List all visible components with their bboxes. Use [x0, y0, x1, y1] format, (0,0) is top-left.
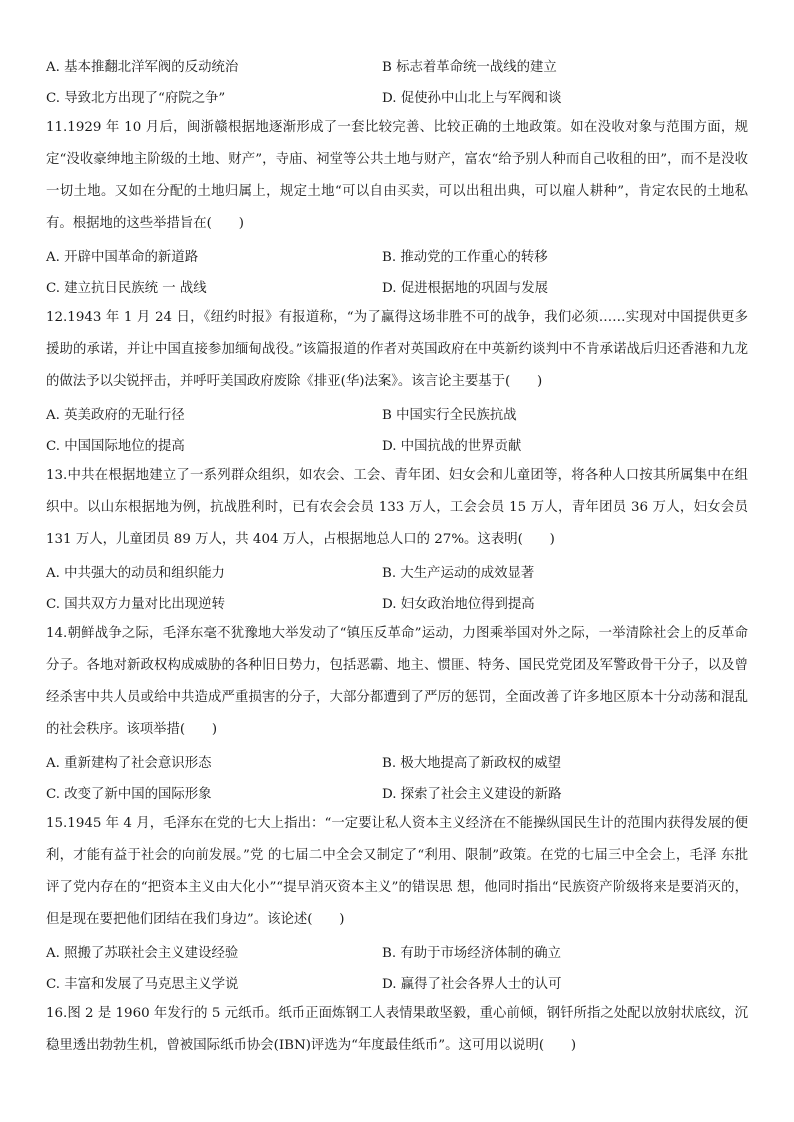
- option-c: C. 导致北方出现了“府院之争”: [46, 91, 226, 106]
- option-row: [46, 429, 748, 460]
- option-b: B. 极大地提高了新政权的威望: [382, 756, 562, 771]
- question-stem: 15.1945 年 4 月，毛泽东在党的七大上指出：“一定要让私人资本主义经济在不能操纵国民生计的范围内获得发展的便利，才能有益于社会的向前发展。”党 的七届二中全会又制定了“利用、限制”政策。在党的七届三中全会上，毛泽 东批评了党内存在的“把资本主义由大化小”“提早消灭资本主义”的错误思 想，他同时指出“民族资产阶级将来是要消灭的，但是现在要把他们团结在我们身边”。该论述( ): [46, 816, 748, 927]
- option-d: D. 探索了社会主义建设的新路: [382, 787, 562, 802]
- option-a: A. 中共强大的动员和组织能力: [46, 566, 225, 581]
- question-stem: 13.中共在根据地建立了一系列群众组织，如农会、工会、青年团、妇女会和儿童团等，将各种人口按其所属集中在组织中。以山东根据地为例，抗战胜利时，已有农会会员 133 万人，工会会员 15 万人，青年团员 36 万人，妇女会员 131 万人，儿童团员 89 万人，共 404 万人，占根据地总人口的 27%。这表明( ): [46, 468, 748, 547]
- option-d: D. 妇女政治地位得到提高: [382, 597, 535, 612]
- option-row: [46, 240, 748, 271]
- question-13: [46, 460, 748, 618]
- option-row: [46, 967, 748, 998]
- question-12: [46, 302, 748, 460]
- option-a: A. 重新建构了社会意识形态: [46, 756, 212, 771]
- option-c: C. 改变了新中国的国际形象: [46, 787, 212, 802]
- question-11: [46, 112, 748, 302]
- question-15: [46, 808, 748, 998]
- option-row: [46, 936, 748, 967]
- option-row: [46, 556, 748, 587]
- option-c: C. 中国国际地位的提高: [46, 439, 185, 454]
- option-d: D. 赢得了社会各界人士的认可: [382, 977, 562, 992]
- option-d: D. 促进根据地的巩固与发展: [382, 281, 549, 296]
- option-a: A. 英美政府的无耻行径: [46, 408, 185, 423]
- option-row: [46, 398, 748, 429]
- option-b: B 标志着革命统一战线的建立: [382, 60, 557, 75]
- question-14: [46, 618, 748, 808]
- option-row: [46, 271, 748, 302]
- option-a: A. 照搬了苏联社会主义建设经验: [46, 946, 239, 961]
- option-row: [46, 50, 748, 81]
- option-d: D. 中国抗战的世界贡献: [382, 439, 522, 454]
- option-b: B. 大生产运动的成效显著: [382, 566, 535, 581]
- option-row: [46, 81, 748, 112]
- option-row: [46, 777, 748, 808]
- option-c: C. 丰富和发展了马克思主义学说: [46, 977, 239, 992]
- option-row: [46, 587, 748, 618]
- option-a: A. 基本推翻北洋军阀的反动统治: [46, 60, 239, 75]
- option-a: A. 开辟中国革命的新道路: [46, 250, 199, 265]
- question-16: [46, 998, 748, 1062]
- exam-page: [46, 50, 748, 1062]
- option-b: B 中国实行全民族抗战: [382, 408, 517, 423]
- question-stem: 12.1943 年 1 月 24 日，《纽约时报》有报道称，“为了赢得这场非胜不可的战争，我们必须……实现对中国提供更多援助的承诺，并让中国直接参加缅甸战役。”该篇报道的作者对英国政府在中英新约谈判中不肯承诺战后归还香港和九龙的做法予以尖锐抨击，并呼吁美国政府废除《排亚(华)法案》。该言论主要基于( ): [46, 310, 748, 389]
- question-stem: 11.1929 年 10 月后，闽浙赣根据地逐渐形成了一套比较完善、比较正确的土地政策。如在没收对象与范围方面，规定“没收豪绅地主阶级的土地、财产”，寺庙、祠堂等公共土地与财产，富农“给予别人种而自己收租的田”，而不是没收 一切土地。又如在分配的土地归属上，规定土地“可以自由买卖，可以出租出典，可以雇人耕种”，肯定农民的土地私有。根据地的这些举措旨在( ): [46, 120, 748, 231]
- option-b: B. 有助于市场经济体制的确立: [382, 946, 562, 961]
- question-10-options: [46, 50, 748, 112]
- option-b: B. 推动党的工作重心的转移: [382, 250, 548, 265]
- question-stem: 16.图 2 是 1960 年发行的 5 元纸币。纸币正面炼钢工人表情果敢坚毅，重心前倾，钢钎所指之处配以放射状底纹，沉稳里透出勃勃生机，曾被国际纸币协会(IBN)评选为“年度最佳纸币”。这可用以说明( ): [46, 1006, 748, 1053]
- question-stem: 14.朝鲜战争之际，毛泽东毫不犹豫地大举发动了“镇压反革命”运动，力图乘举国对外之际，一举清除社会上的反革命分子。各地对新政权构成威胁的各种旧日势力，包括恶霸、地主、惯匪、特务、国民党党团及军警政骨干分子，以及曾经杀害中共人员或给中共造成严重损害的分子，大部分都遭到了严厉的惩罚，全面改善了许多地区原本十分动荡和混乱的社会秩序。该项举措( ): [46, 626, 748, 737]
- option-row: [46, 746, 748, 777]
- option-c: C. 国共双方力量对比出现逆转: [46, 597, 225, 612]
- option-d: D. 促使孙中山北上与军阀和谈: [382, 91, 562, 106]
- option-c: C. 建立抗日民族统 一 战线: [46, 281, 207, 296]
